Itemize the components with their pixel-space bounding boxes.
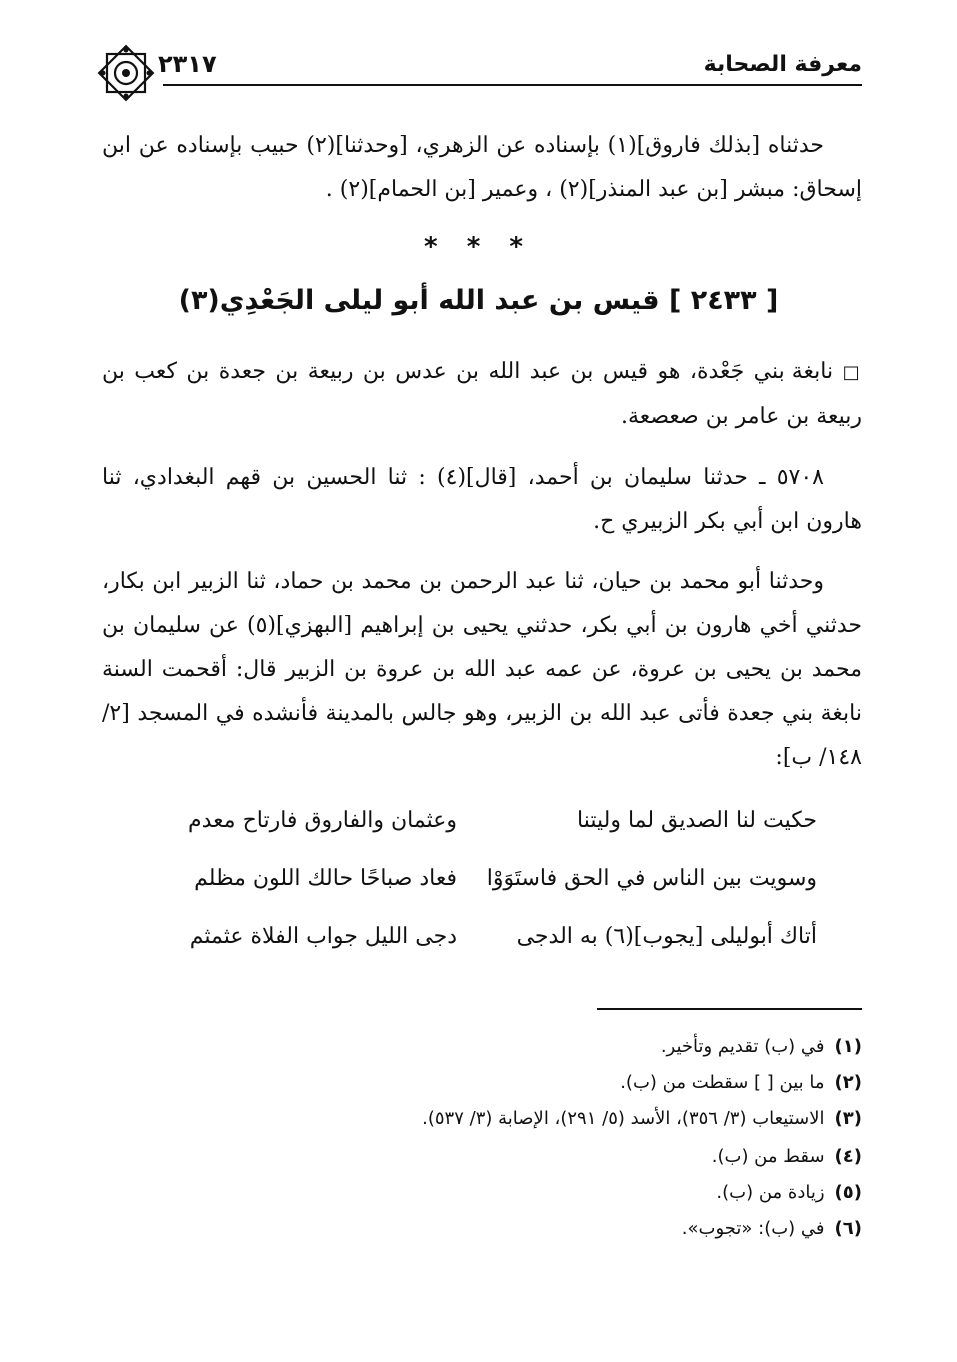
- footnote-text: ما بين [ ] سقطت من (ب).: [620, 1072, 825, 1093]
- footnote-text: في (ب): «تجوب».: [681, 1218, 825, 1239]
- footnote-rule: [597, 1008, 862, 1010]
- section-separator: * * *: [424, 232, 533, 262]
- verse-1-second-hemistich: وعثمان والفاروق فارتاح معدم: [188, 808, 457, 833]
- footnote-text: سقط من (ب).: [711, 1146, 825, 1167]
- footnote-text: في (ب) تقديم وتأخير.: [660, 1036, 825, 1057]
- footnote-number: (١): [834, 1036, 862, 1057]
- entry-heading: [ ٢٤٣٣ ] قيس بن عبد الله أبو ليلى الجَعْدِي(٣): [178, 285, 779, 316]
- running-title: معرفة الصحابة: [703, 52, 862, 77]
- verse-1-first-hemistich: حكيت لنا الصديق لما وليتنا: [577, 808, 817, 833]
- verse-2-first-hemistich: وسويت بين الناس في الحق فاستَوَوْا: [486, 866, 817, 891]
- verse-2-second-hemistich: فعاد صباحًا حالك اللون مظلم: [194, 866, 457, 891]
- footnote-number: (٦): [834, 1218, 862, 1239]
- lineage-text: نابغة بني جَعْدة، هو قيس بن عبد الله بن عدس بن ربيعة بن جعدة بن كعب بن ربيعة بن عامر بن صعصعة.: [102, 359, 862, 429]
- verse-3-second-hemistich: دجى الليل جواب الفلاة عثمثم: [189, 924, 457, 949]
- footnote: [620, 1072, 862, 1093]
- header-rule: [163, 84, 862, 86]
- footnote: [422, 1108, 862, 1129]
- footnote-number: (٢): [834, 1072, 862, 1093]
- paragraph-hadith-5708: ٥٧٠٨ ـ حدثنا سليمان بن أحمد، [قال](٤) : ثنا الحسين بن قهم البغدادي، ثنا هارون ابن أبي بكر الزبيري ح.: [102, 465, 862, 534]
- footnote-text: الاستيعاب (٣/ ٣٥٦)، الأسد (٥/ ٢٩١)، الإصابة (٣/ ٥٣٧).: [422, 1108, 825, 1129]
- verse-3-first-hemistich: أتاك أبوليلى [يجوب](٦) به الدجى: [516, 924, 817, 949]
- footnote-text: زيادة من (ب).: [716, 1182, 825, 1203]
- footnote: [661, 1036, 862, 1057]
- footnote: [682, 1218, 862, 1239]
- paragraph-narration: وحدثنا أبو محمد بن حيان، ثنا عبد الرحمن بن محمد بن حماد، ثنا الزبير ابن بكار، حدثني أخي هارون بن أبي بكر، حدثني يحيى بن إبراهيم [البهزي](٥) عن سليمان بن محمد بن يحيى بن عروة، عن عمه عبد الله بن عروة بن الزبير قال: أقحمت السنة نابغة بني جعدة فأتى عبد الله بن الزبير، وهو جالس بالمدينة فأنشده في المسجد [٢/ ١٤٨/ ب]:: [102, 569, 862, 770]
- footnote-number: (٣): [834, 1108, 862, 1129]
- square-bullet-icon: □: [842, 362, 863, 383]
- footnote: [712, 1146, 862, 1167]
- footnote: [716, 1182, 862, 1203]
- paragraph-isnad-1: حدثناه [بذلك فاروق](١) بإسناده عن الزهري، [وحدثنا](٢) حبيب بإسناده عن ابن إسحاق: مبشر [بن عبد المنذر](٢) ، وعمير [بن الحمام](٢) .: [102, 133, 862, 202]
- star-ornament-icon: [95, 42, 157, 104]
- page-number: ٢٣١٧: [158, 50, 217, 78]
- paragraph-lineage: [102, 350, 862, 439]
- footnote-number: (٤): [834, 1146, 862, 1167]
- footnote-number: (٥): [834, 1182, 862, 1203]
